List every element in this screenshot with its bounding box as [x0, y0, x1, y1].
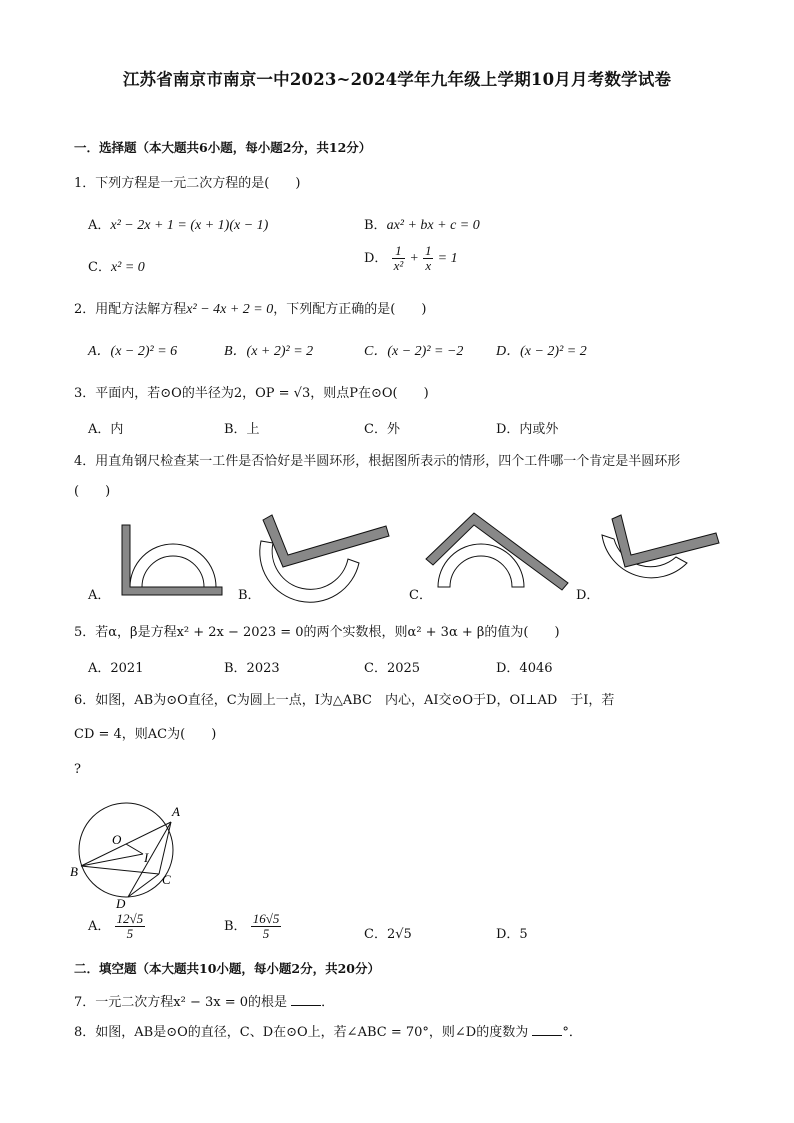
q6-option-d: D．5: [496, 927, 528, 942]
q1-d-fraction-1: $\frac{1}{\text{x²}}$: [393, 243, 404, 273]
q4-figure-c: [426, 513, 568, 590]
q3-option-d: D．内或外: [496, 422, 559, 437]
q2-option-a: A．(x − 2)² = 6: [88, 344, 178, 359]
q6-circle: [79, 803, 173, 897]
section-1-heading: 一．选择题（本大题共6小题，每小题2分，共12分）: [74, 140, 372, 155]
q8-stem: 8．如图，AB是⊙O的直径，C、D在⊙O上，若∠ABC = 70°，则∠D的度数为 °．: [74, 1025, 582, 1040]
q2-option-b: B．(x + 2)² = 2: [224, 344, 314, 359]
q6-option-b: B． $\frac{16√5}{5}$: [224, 911, 280, 941]
q4-figure-b: [260, 515, 389, 602]
q5-option-b: B．2023: [224, 661, 280, 676]
q6-line-bi: [81, 854, 143, 866]
q4-option-a: A．: [88, 588, 111, 603]
q3-option-b: B．上: [224, 422, 260, 437]
q6-stem-line-1: 6．如图，AB为⊙O直径，C为圆上一点，I为△ABC 内心，AI交⊙O于D，OI⊥AD 于I，若: [74, 693, 615, 708]
q6-label-d: D: [116, 896, 126, 910]
q4-stem-line-1: 4．用直角钢尺检查某一工件是否恰好是半圆环形，根据图所表示的情形，四个工件哪一个肯定是半圆环形: [74, 454, 681, 469]
q5-option-d: D．4046: [496, 661, 553, 676]
q1-option-d: D． $\frac{1}{\text{x²}}$ + $\frac{1}{x}$ = 1: [364, 243, 458, 273]
q3-option-a: A．内: [88, 422, 124, 437]
q4-option-b: B．: [238, 588, 261, 603]
q6-figure: [64, 796, 194, 910]
q4-stem-line-2: ( ): [74, 484, 111, 499]
q6-stem-line-2: CD = 4，则AC为( ): [74, 727, 217, 742]
q6-option-a: A． $\frac{12√5}{5}$: [88, 911, 144, 941]
section-2-heading: 二．填空题（本大题共10小题，每小题2分，共20分）: [74, 961, 380, 976]
q6-label-a: A: [172, 804, 180, 819]
q6-label-c: C: [162, 872, 171, 887]
q6-chord-bc: [81, 866, 159, 874]
q6-option-c: C．2√5: [364, 927, 412, 942]
q5-stem: 5．若α，β是方程x² + 2x − 2023 = 0的两个实数根，则α² + 3α + β的值为( ): [74, 625, 560, 640]
q6-label-b: B: [70, 864, 78, 879]
page-title: 江苏省南京市南京一中2023~2024学年九年级上学期10月月考数学试卷: [122, 70, 672, 89]
q6-label-o: O: [112, 832, 122, 847]
q2-stem: 2．用配方法解方程x² − 4x + 2 = 0，下列配方正确的是( ): [74, 302, 427, 317]
q3-option-c: C．外: [364, 422, 400, 437]
q4-figure-a: [122, 525, 222, 595]
q6-stray-mark: ?: [74, 762, 81, 777]
q7-answer-blank[interactable]: [291, 993, 321, 1006]
q8-answer-blank[interactable]: [532, 1023, 562, 1036]
q1-stem: 1．下列方程是一元二次方程的是( ): [74, 176, 301, 191]
q7-stem: 7．一元二次方程x² − 3x = 0的根是 ．: [74, 995, 335, 1010]
q2-option-d: D．(x − 2)² = 2: [496, 344, 587, 359]
q3-stem: 3．平面内，若⊙O的半径为2，OP = √3，则点P在⊙O( ): [74, 386, 429, 401]
q4-figure-d: [602, 515, 719, 578]
q5-option-a: A．2021: [88, 661, 144, 676]
q4-option-c: C．: [409, 588, 432, 603]
q6-chord-ac: [159, 822, 171, 874]
q1-option-b: B．ax² + bx + c = 0: [364, 218, 480, 233]
q1-option-a: A．x² − 2x + 1 = (x + 1)(x − 1): [88, 218, 269, 233]
q4-option-d: D．: [576, 588, 600, 603]
q2-option-c: C．(x − 2)² = −2: [364, 344, 464, 359]
q6-line-oi: [126, 844, 143, 854]
q5-option-c: C．2025: [364, 661, 421, 676]
q6-label-i: I: [144, 850, 149, 865]
q1-option-c: C．x² = 0: [88, 260, 145, 275]
q1-d-fraction-2: $\frac{1}{x}$: [424, 243, 432, 273]
